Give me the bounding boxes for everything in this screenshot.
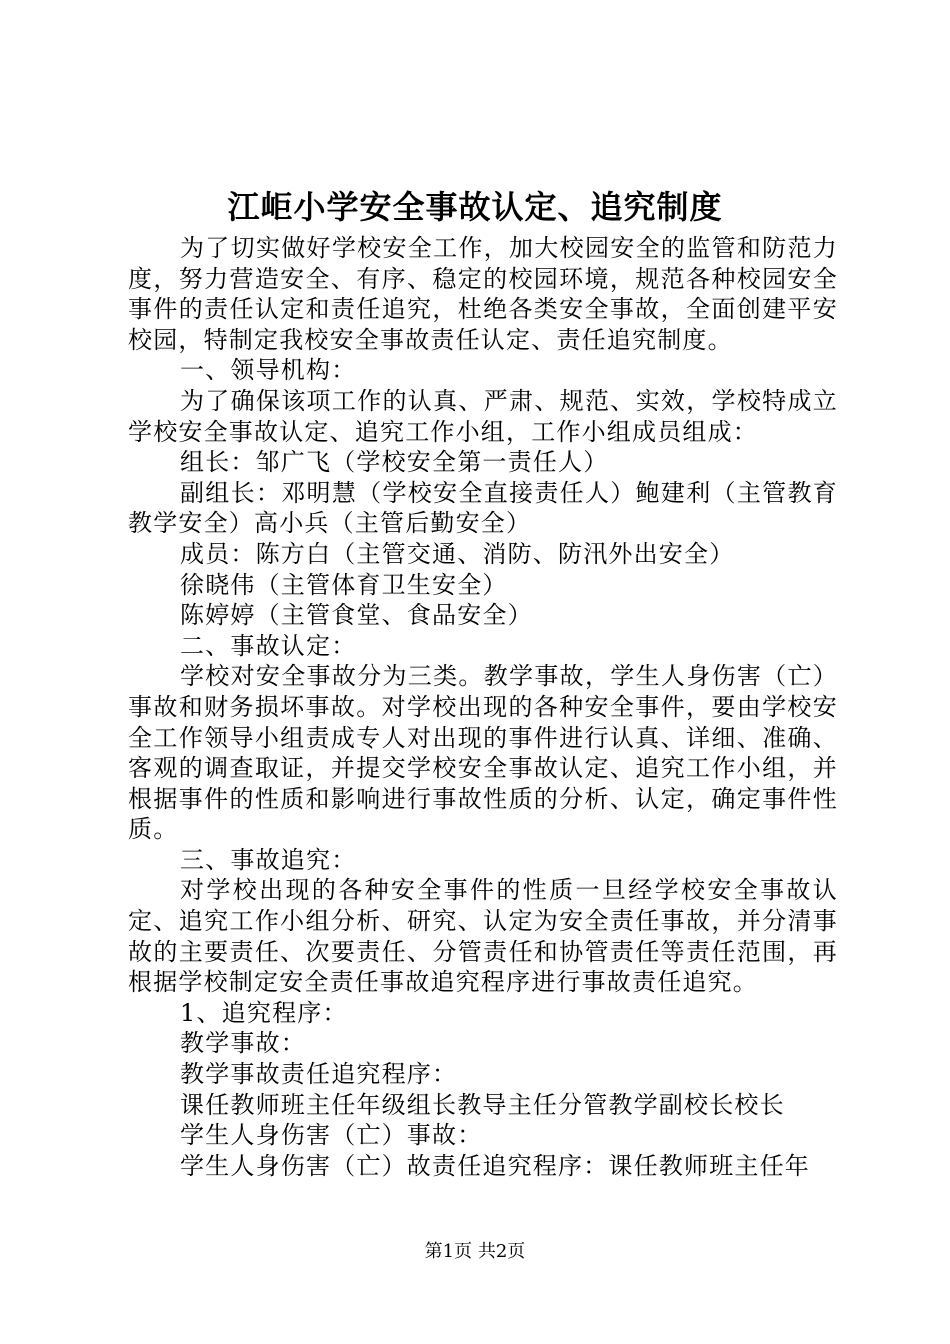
paragraph-accident-investigation: 对学校出现的各种安全事件的性质一旦经学校安全事故认定、追究工作小组分析、研究、认定为安全责任事故，并分清事故的主要责任、次要责任、分管责任和协管责任等责任范围，再根据学校制定安全责任事故追究程序进行事故责任追究。 bbox=[128, 876, 838, 997]
item-injury-procedure: 学生人身伤害（亡）故责任追究程序：课任教师班主任年 bbox=[180, 1151, 810, 1180]
section-heading-leadership: 一、领导机构： bbox=[180, 356, 357, 385]
document-body bbox=[128, 233, 838, 1181]
item-teaching-accident: 教学事故： bbox=[180, 1029, 306, 1058]
member-deputy-leaders: 副组长：邓明慧（学校安全直接责任人）鲍建利（主管教育教学安全）高小兵（主管后勤安全） bbox=[128, 478, 838, 538]
member-1: 成员：陈方白（主管交通、消防、防汛外出安全） bbox=[180, 539, 735, 568]
member-leader: 组长：邹广飞（学校安全第一责任人） bbox=[180, 448, 609, 477]
subsection-investigation-procedure: 1、追究程序： bbox=[180, 998, 348, 1027]
item-injury-accident: 学生人身伤害（亡）事故： bbox=[180, 1121, 483, 1150]
member-3: 陈婷婷（主管食堂、食品安全） bbox=[180, 601, 533, 630]
paragraph-leadership: 为了确保该项工作的认真、严肃、规范、实效，学校特成立学校安全事故认定、追究工作小组，工作小组成员组成： bbox=[128, 386, 838, 446]
document-title: 江岠小学安全事故认定、追究制度 bbox=[227, 188, 723, 226]
paragraph-intro: 为了切实做好学校安全工作，加大校园安全的监管和防范力度，努力营造安全、有序、稳定的校园环境，规范各种校园安全事件的责任认定和责任追究，杜绝各类安全事故，全面创建平安校园，特制定我校安全事故责任认定、责任追究制度。 bbox=[128, 234, 838, 354]
section-heading-accident-determination: 二、事故认定： bbox=[180, 631, 357, 660]
member-2: 徐晓伟（主管体育卫生安全） bbox=[180, 570, 508, 599]
section-heading-accident-investigation: 三、事故追究： bbox=[180, 845, 357, 874]
page-footer: 第1页 共2页 bbox=[424, 1241, 526, 1262]
paragraph-accident-determination: 学校对安全事故分为三类。教学事故，学生人身伤害（亡）事故和财务损坏事故。对学校出现的各种安全事件，要由学校安全工作领导小组责成专人对出现的事件进行认真、详细、准确、客观的调查取证，并提交学校安全事故认定、追究工作小组，并根据事件的性质和影响进行事故性质的分析、认定，确定事件性质。 bbox=[128, 662, 838, 844]
item-teaching-chain: 课任教师班主任年级组长教导主任分管教学副校长校长 bbox=[180, 1090, 785, 1119]
item-teaching-procedure: 教学事故责任追究程序： bbox=[180, 1060, 458, 1089]
